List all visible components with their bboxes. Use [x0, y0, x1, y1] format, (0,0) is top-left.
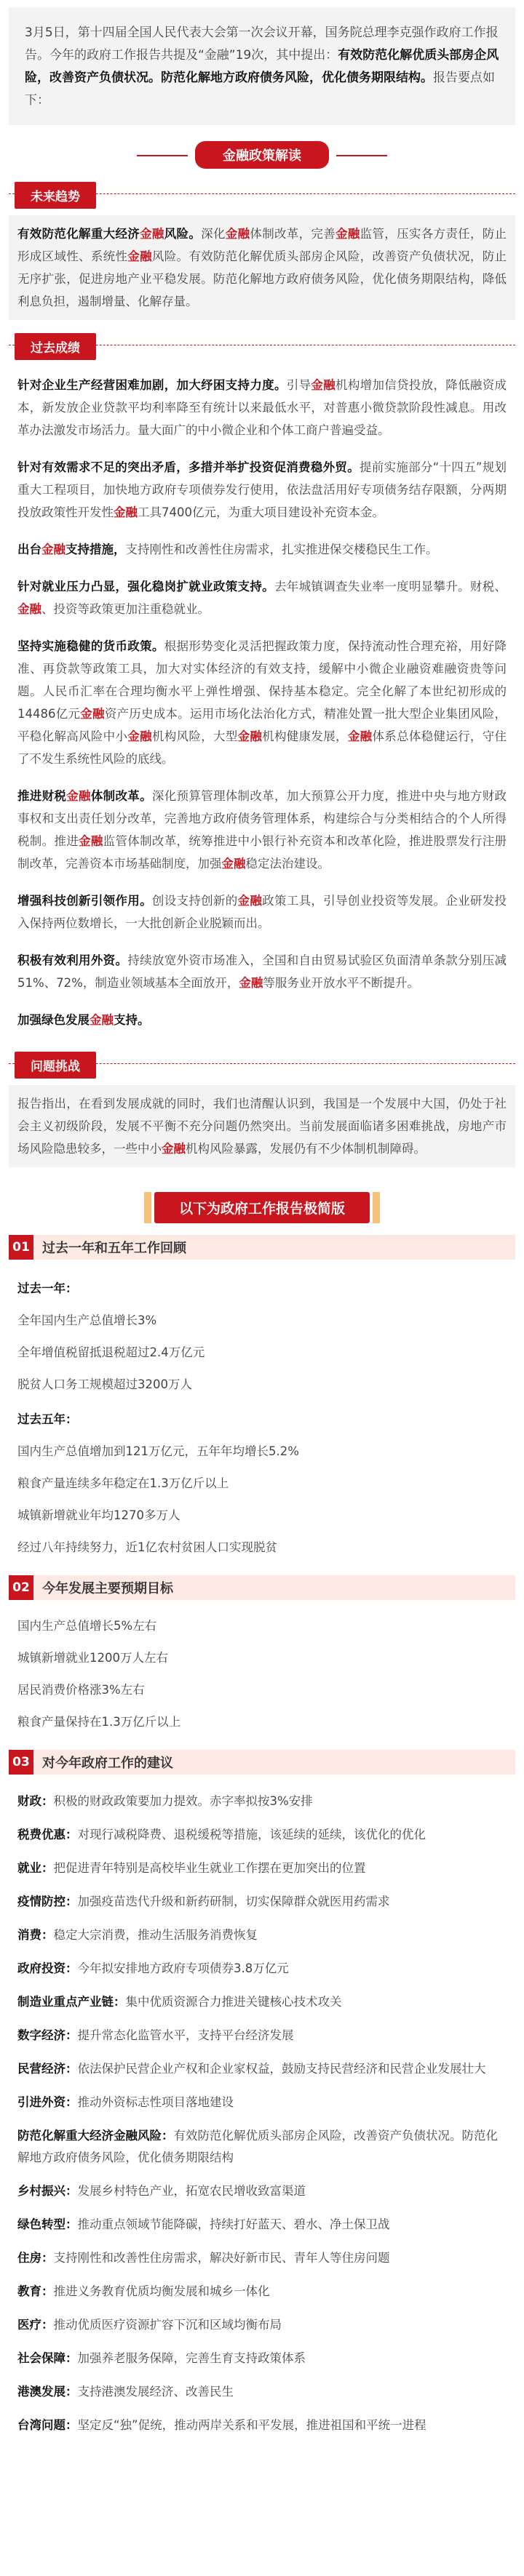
policy-item [17, 1852, 507, 1885]
paragraph-body: 深化预算管理体制改革，加大预算公开力度，推进中央与地方财政事权和支出责任划分改革，完善地方政府债务管理体系，构建综合与分类相结合的个人所得税制。推进金融监管体制改革，统筹推进中小银行补充资本和改革化险，推进股票发行注册制改革，完善资本市场基础制度，加强金融稳定法治建设。 [17, 789, 507, 871]
intro-box [9, 7, 515, 125]
summary-item: 粮食产量连续多年稳定在1.3万亿斤以上 [17, 1476, 229, 1490]
banner-summary-title: 以下为政府工作报告极简版 [154, 1192, 370, 1223]
summary-item: 全年国内生产总值增长3% [17, 1313, 157, 1327]
policy-item [17, 2175, 507, 2208]
section-paragraph [9, 628, 515, 777]
paragraph-body: 深化金融体制改革，完善金融监管，压实各方责任，防止形成区域性、系统性金融风险。有效防范化解优质头部房企风险，改善资产负债状况，防止无序扩张，促进房地产业平稳发展。防范化解地方政府债务风险，优化债务期限结构，降低利息负担，遏制增量、化解存量。 [17, 227, 507, 308]
banner-finance-policy [0, 141, 524, 169]
summary-item: 城镇新增就业年均1270多万人 [17, 1508, 180, 1522]
paragraph-body: 支持刚性和改善性住房需求，扎实推进保交楼稳民生工作。 [125, 543, 438, 556]
policy-item [17, 2409, 507, 2442]
policy-key: 社会保障： [17, 2351, 78, 2365]
summary-section-header [9, 1235, 515, 1260]
policy-key: 财政： [17, 1794, 54, 1808]
intro-text: 3月5日，第十四届全国人民代表大会第一次会议开幕，国务院总理李克强作政府工作报告。今年的政府工作报告共提及“金融”19次，其中提出： [25, 25, 499, 63]
policy-key: 就业： [17, 1861, 54, 1875]
policy-item [17, 2119, 507, 2175]
policy-key: 政府投资： [17, 1961, 78, 1975]
policy-key: 绿色转型： [17, 2217, 78, 2231]
highlight-keyword: 金融 [221, 857, 246, 871]
intro-tail: 报告要点如下： [25, 71, 495, 108]
highlight-keyword: 金融 [336, 227, 360, 241]
policy-item [17, 1985, 507, 2019]
policy-value: 支持港澳发展经济、改善民生 [77, 2385, 234, 2399]
policy-sections [0, 182, 524, 1167]
policy-key: 民营经济： [17, 2062, 78, 2076]
summary-list [9, 1610, 515, 1738]
highlight-keyword: 金融 [79, 834, 103, 848]
banner-report-summary [0, 1192, 524, 1223]
section-title: 对今年政府工作的建议 [42, 1756, 173, 1771]
section-paragraph [9, 882, 515, 942]
summary-item: 居民消费价格涨3%左右 [17, 1683, 145, 1697]
section-paragraph [9, 942, 515, 1001]
section-title: 过去一年和五年工作回顾 [42, 1241, 186, 1256]
highlight-keyword: 金融 [90, 1013, 114, 1027]
policy-item [17, 2086, 507, 2119]
section-paragraph [9, 1085, 515, 1167]
paragraph-lead: 推进财税金融体制改革。 [17, 789, 152, 803]
policy-key: 消费： [17, 1928, 54, 1942]
page [0, 7, 524, 2464]
policy-item [17, 1885, 507, 1919]
section-paragraph [9, 215, 515, 320]
policy-key: 港澳发展： [17, 2385, 78, 2399]
policy-value: 提升常态化监管水平，支持平台经济发展 [77, 2028, 294, 2042]
highlight-keyword: 金融 [114, 505, 138, 519]
summary-item: 国内生产总值增加到121万亿元，五年年均增长5.2% [17, 1444, 299, 1458]
paragraph-lead: 针对有效需求不足的突出矛盾，多措并举扩投资促消费稳外贸。 [17, 460, 360, 474]
paragraph-body: 引导金融机构增加信贷投放，降低融资成本，新发放企业贷款平均利率降至有统计以来最低水平，对普惠小微贷款阶段性减息。用改革办法激发市场活力。量大面广的中小微企业和个体工商户普遍受益。 [17, 378, 507, 437]
highlight-keyword: 金融 [237, 894, 263, 908]
paragraph-lead: 针对企业生产经营困难加剧，加大纾困支持力度。 [17, 378, 287, 392]
policy-value: 今年拟安排地方政府专项债券3.8万亿元 [77, 1961, 289, 1975]
paragraph-body: 持续放宽外资市场准入，全国和自由贸易试验区负面清单条款分别压减51%、72%，制造业领域基本全面放开，金融等服务业开放水平不断提升。 [17, 953, 507, 990]
policy-value: 积极的财政政策要加力提效。赤字率拟按3%安排 [53, 1794, 313, 1808]
paragraph-body: 报告指出，在看到发展成就的同时，我们也清醒认识到，我国是一个发展中大国，仍处于社会主义初级阶段，发展不平衡不充分问题仍然突出。当前发展面临诸多困难挑战，房地产市场风险隐患较多，一些中小金融机构风险暴露，发展仍有不少体制机制障碍。 [17, 1097, 507, 1156]
paragraph-lead: 有效防范化解重大经济金融风险。 [17, 227, 202, 241]
highlight-keyword: 金融 [17, 602, 41, 616]
section-paragraph [9, 1001, 515, 1039]
highlight-keyword: 金融 [127, 249, 152, 263]
highlight-keyword: 金融 [239, 976, 263, 990]
policy-key: 乡村振兴： [17, 2184, 78, 2198]
policy-item [17, 1919, 507, 1952]
section-header [9, 333, 515, 358]
summary-list [9, 1270, 515, 1564]
policy-item [17, 2375, 507, 2409]
policy-value: 加强养老服务保障，完善生育支持政策体系 [77, 2351, 306, 2365]
policy-item [17, 1785, 507, 1818]
policy-value: 推动优质医疗资源扩容下沉和区域均衡布局 [53, 2318, 282, 2332]
highlight-keyword: 金融 [237, 729, 263, 743]
section-number: 03 [9, 1750, 33, 1775]
policy-value: 坚定反“独”促统，推动两岸关系和平发展，推进祖国和平统一进程 [77, 2418, 426, 2432]
section-header [9, 1052, 515, 1076]
policy-key: 住房： [17, 2251, 54, 2265]
section-number: 02 [9, 1575, 33, 1600]
report-summary [0, 1235, 524, 2442]
paragraph-body: 创设支持创新的金融政策工具，引导创业投资等发展。企业研发投入保持两位数增长，一大批创新企业脱颖而出。 [17, 894, 507, 930]
policy-value: 把促进青年特别是高校毕业生就业工作摆在更加突出的位置 [53, 1861, 366, 1875]
policy-list [9, 1785, 515, 2442]
banner-title: 金融政策解读 [195, 141, 329, 169]
summary-section-header [9, 1750, 515, 1775]
group-heading: 过去一年： [17, 1281, 78, 1295]
section-tab-label: 问题挑战 [15, 1052, 96, 1079]
summary-item: 全年增值税留抵退税超过2.4万亿元 [17, 1345, 205, 1359]
policy-key: 引进外资： [17, 2095, 78, 2109]
highlight-keyword: 金融 [127, 729, 152, 743]
paragraph-lead: 加强绿色发展金融支持。 [17, 1013, 150, 1027]
policy-key: 教育： [17, 2284, 54, 2298]
policy-value: 集中优质资源合力推进关键核心技术攻关 [125, 1995, 342, 2009]
policy-key: 数字经济： [17, 2028, 78, 2042]
policy-value: 对现行减税降费、退税缓税等措施，该延续的延续，该优化的优化 [77, 1828, 426, 1841]
intro-bold-text: 有效防范化解优质头部房企风险，改善资产负债状况。防范化解地方政府债务风险，优化债务期限结构。 [25, 48, 499, 85]
section-paragraph [9, 367, 515, 449]
section-number: 01 [9, 1235, 33, 1260]
paragraph-lead: 坚持实施稳健的货币政策。 [17, 639, 164, 653]
policy-value: 推动外资标志性项目落地建设 [77, 2095, 234, 2109]
policy-value: 发展乡村特色产业，拓宽农民增收致富渠道 [77, 2184, 306, 2198]
paragraph-lead: 增强科技创新引领作用。 [17, 894, 152, 908]
section-paragraph [9, 568, 515, 628]
policy-key: 防范化解重大经济金融风险： [17, 2129, 174, 2143]
paragraph-lead: 出台金融支持措施， [17, 543, 126, 556]
highlight-keyword: 金融 [162, 1142, 186, 1156]
section-paragraph [9, 449, 515, 531]
section-tab-label: 未来趋势 [15, 182, 96, 209]
policy-item [17, 2342, 507, 2375]
policy-item [17, 2308, 507, 2342]
policy-value: 推动重点领域节能降碳，持续打好蓝天、碧水、净土保卫战 [77, 2217, 390, 2231]
policy-item [17, 2052, 507, 2086]
summary-item: 经过八年持续努力，近1亿农村贫困人口实现脱贫 [17, 1540, 277, 1554]
paragraph-lead: 积极有效利用外资。 [17, 953, 128, 967]
paragraph-body: 去年城镇调查失业率一度明显攀升。财税、金融、投资等政策更加注重稳就业。 [17, 580, 507, 616]
highlight-keyword: 金融 [140, 227, 164, 241]
group-heading: 过去五年： [17, 1412, 78, 1426]
paragraph-body: 根据形势变化灵活把握政策力度，保持流动性合理充裕，用好降准、再贷款等政策工具，加大对实体经济的有效支持，缓解中小微企业融资难融资贵等问题。人民币汇率在合理均衡水平上弹性增强、保持基本稳定。完全化解了本世纪初形成的14486亿元金融资产历史成本。运用市场化法治化方式，精准处置一批大型企业集团风险，平稳化解高风险中小金融机构风险，大型金融机构健康发展，金融体系总体稳健运行，守住了不发生系统性风险的底线。 [17, 639, 507, 766]
summary-item: 城镇新增就业1200万人左右 [17, 1651, 168, 1665]
policy-item [17, 1952, 507, 1985]
policy-value: 依法保护民营企业产权和企业家权益，鼓励支持民营经济和民营企业发展壮大 [77, 2062, 486, 2076]
summary-item: 国内生产总值增长5%左右 [17, 1619, 157, 1633]
policy-value: 支持刚性和改善性住房需求，解决好新市民、青年人等住房问题 [53, 2251, 390, 2265]
policy-value: 推进义务教育优质均衡发展和城乡一体化 [53, 2284, 270, 2298]
policy-value: 有效防范化解优质头部房企风险，改善资产负债状况。防范化解地方政府债务风险，优化债务期限结构 [17, 2129, 498, 2164]
summary-section-header [9, 1575, 515, 1600]
section-tab-label: 过去成绩 [15, 333, 96, 360]
highlight-keyword: 金融 [347, 729, 373, 743]
section-paragraph [9, 777, 515, 882]
paragraph-lead: 针对就业压力凸显，强化稳岗扩就业政策支持。 [17, 580, 274, 593]
policy-item [17, 1818, 507, 1852]
highlight-keyword: 金融 [311, 378, 336, 392]
highlight-keyword: 金融 [41, 543, 66, 556]
section-title: 今年发展主要预期目标 [42, 1581, 173, 1596]
policy-key: 税费优惠： [17, 1828, 78, 1841]
policy-key: 台湾问题： [17, 2418, 78, 2432]
policy-key: 疫情防控： [17, 1895, 78, 1908]
summary-item: 脱贫人口务工规模超过3200万人 [17, 1377, 192, 1391]
summary-item: 粮食产量保持在1.3万亿斤以上 [17, 1715, 181, 1729]
policy-item [17, 2019, 507, 2052]
policy-value: 加强疫苗迭代升级和新药研制，切实保障群众就医用药需求 [77, 1895, 390, 1908]
policy-item [17, 2275, 507, 2308]
policy-item [17, 2241, 507, 2275]
policy-key: 制造业重点产业链： [17, 1995, 126, 2009]
policy-key: 医疗： [17, 2318, 54, 2332]
policy-item [17, 2208, 507, 2241]
highlight-keyword: 金融 [66, 789, 91, 803]
section-header [9, 182, 515, 207]
paragraph-body: 提前实施部分“十四五”规划重大工程项目，加快地方政府专项债券发行使用，依法盘活用好专项债务结存限额，分两期投放政策性开发性金融工具7400亿元，为重大项目建设补充资本金。 [17, 460, 507, 519]
section-paragraph [9, 531, 515, 568]
policy-value: 稳定大宗消费，推动生活服务消费恢复 [53, 1928, 258, 1942]
highlight-keyword: 金融 [225, 227, 250, 241]
highlight-keyword: 金融 [80, 707, 105, 721]
